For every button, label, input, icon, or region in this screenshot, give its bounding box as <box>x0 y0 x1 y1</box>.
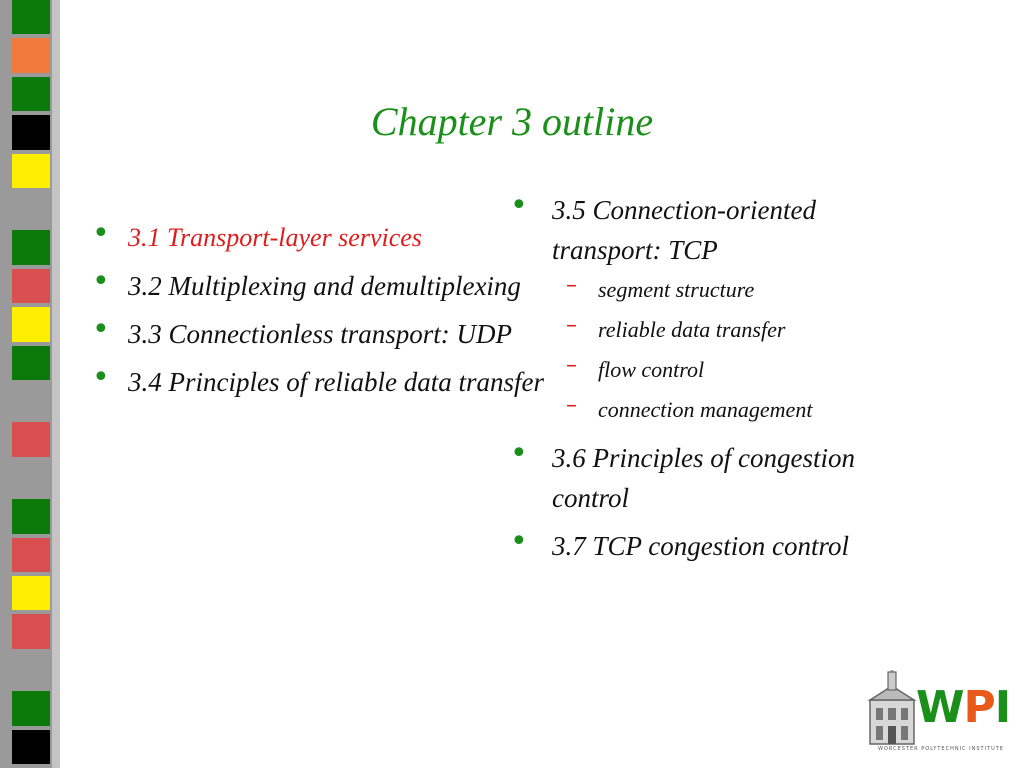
stripe-block <box>12 576 50 610</box>
logo-wordmark <box>916 682 1010 733</box>
left-outline-list <box>92 214 562 406</box>
sub-item-segment-structure <box>552 270 930 310</box>
outline-item-3-6 <box>510 438 930 518</box>
stripe-block <box>12 269 50 303</box>
outline-item-3-7 <box>510 526 930 566</box>
sub-item-label: reliable data transfer <box>598 317 786 342</box>
bullet-icon: • <box>92 264 110 299</box>
slide-title: Chapter 3 outline <box>370 99 654 144</box>
dash-icon: – <box>566 353 577 378</box>
logo-letter-w: W <box>916 682 964 733</box>
dash-icon: – <box>566 313 577 338</box>
right-outline-list <box>510 190 930 566</box>
outline-item-label: 3.5 Connection-oriented transport: TCP <box>552 195 816 265</box>
outline-item-label: 3.6 Principles of congestion control <box>552 443 855 513</box>
sub-item-label: connection management <box>598 397 813 422</box>
stripe-block <box>12 538 50 572</box>
logo-letter-p: P <box>963 682 995 733</box>
outline-item-label: 3.7 TCP congestion control <box>552 531 849 561</box>
wpi-logo <box>866 670 1016 760</box>
stripe-block <box>12 230 50 264</box>
logo-subtitle: WORCESTER POLYTECHNIC INSTITUTE <box>878 746 1004 752</box>
stripe-block <box>12 38 50 72</box>
outline-item-3-4 <box>92 358 562 406</box>
sub-list <box>552 270 930 430</box>
stripe-block <box>12 461 50 495</box>
outline-item-label: 3.1 Transport-layer services <box>128 223 422 252</box>
outline-item-label: 3.3 Connectionless transport: UDP <box>128 319 512 349</box>
bullet-icon: • <box>510 436 528 471</box>
building-icon <box>866 670 918 746</box>
outline-item-3-1 <box>92 214 562 262</box>
bullet-icon: • <box>92 216 110 251</box>
bullet-icon: • <box>92 360 110 395</box>
outline-item-3-5 <box>510 190 930 430</box>
stripe-block <box>12 384 50 418</box>
stripe-block <box>12 346 50 380</box>
stripe-block <box>12 192 50 226</box>
stripe-block <box>12 0 50 34</box>
dash-icon: – <box>566 393 577 418</box>
bullet-icon: • <box>92 312 110 347</box>
sub-item-label: flow control <box>598 357 705 382</box>
outline-item-3-2 <box>92 262 562 310</box>
outline-item-label: 3.2 Multiplexing and demultiplexing <box>128 271 521 301</box>
stripe-block <box>12 653 50 687</box>
stripe-block <box>12 614 50 648</box>
sub-item-label: segment structure <box>598 277 755 302</box>
stripe-block <box>12 154 50 188</box>
outline-item-label: 3.4 Principles of reliable data transfer <box>128 367 544 397</box>
stripe-block <box>12 499 50 533</box>
stripe-block <box>12 691 50 725</box>
sub-item-reliable-data-transfer <box>552 310 930 350</box>
stripe-block <box>12 730 50 764</box>
logo-letter-i: I <box>994 682 1011 733</box>
bullet-icon: • <box>510 188 528 223</box>
stripe-block <box>12 307 50 341</box>
outline-item-3-3 <box>92 310 562 358</box>
sub-item-flow-control <box>552 350 930 390</box>
stripe-block <box>12 422 50 456</box>
sub-item-connection-management <box>552 390 930 430</box>
bullet-icon: • <box>510 524 528 559</box>
dash-icon: – <box>566 273 577 298</box>
